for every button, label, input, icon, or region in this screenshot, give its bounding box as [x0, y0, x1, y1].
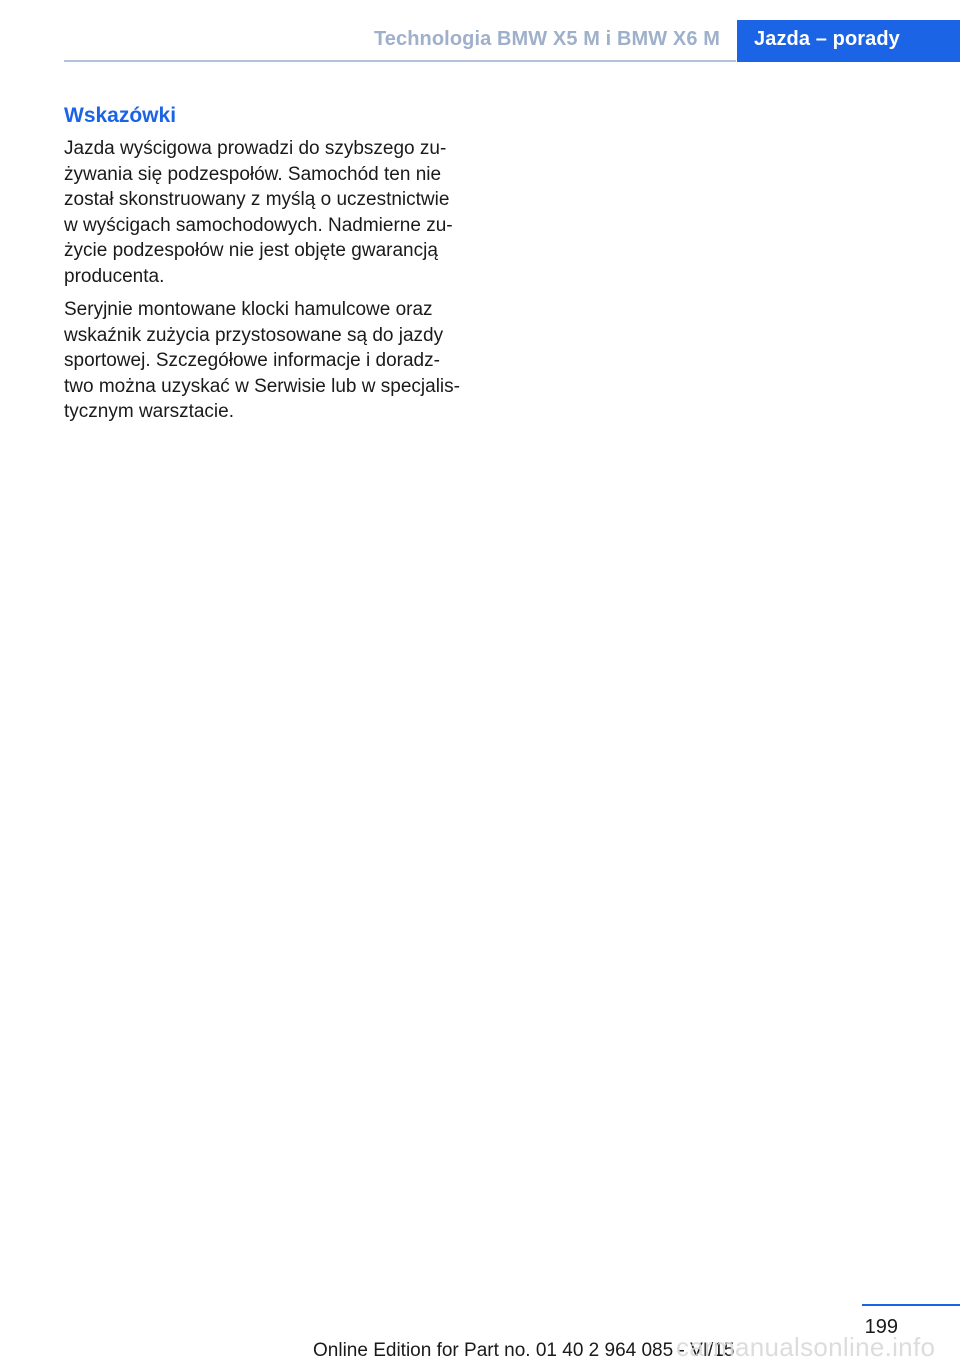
text-line: został skonstruowany z myślą o uczestnictwie [64, 189, 450, 210]
page-header [0, 0, 960, 64]
text-line: w wyścigach samochodowych. Nadmierne zu‐ [64, 214, 453, 236]
chapter-title: Technologia BMW X5 M i BMW X6 M [373, 28, 720, 50]
text-line: two można uzyskać w Serwisie lub w specjalis‐ [64, 375, 460, 397]
footer-divider [862, 1304, 960, 1306]
text-line: Seryjnie montowane klocki hamulcowe oraz [64, 299, 433, 320]
text-line: producenta. [64, 265, 165, 287]
section-heading: Wskazówki [64, 104, 177, 127]
page-number: 199 [864, 1316, 898, 1338]
paragraph-brakes [64, 297, 484, 425]
text-line: sportowej. Szczegółowe informacje i doradz‐ [64, 350, 440, 371]
text-line: wskaźnik zużycia przystosowane są do jazdy [64, 324, 444, 346]
watermark: carmanualsonline.info [676, 1332, 936, 1362]
text-line: żywania się podzespołów. Samochód ten nie [64, 163, 442, 185]
edition-note: Online Edition for Part no. 01 40 2 964 085 - VI/15 [313, 1340, 735, 1361]
section-tab-label: Jazda – porady [754, 28, 900, 50]
main-content [64, 102, 484, 433]
header-divider [64, 60, 736, 62]
text-line: życie podzespołów nie jest objęte gwarancją [64, 240, 438, 261]
text-line: Jazda wyścigowa prowadzi do szybszego zu‐ [64, 138, 447, 159]
text-line: tycznym warsztacie. [64, 401, 234, 422]
paragraph-racing [64, 136, 484, 289]
